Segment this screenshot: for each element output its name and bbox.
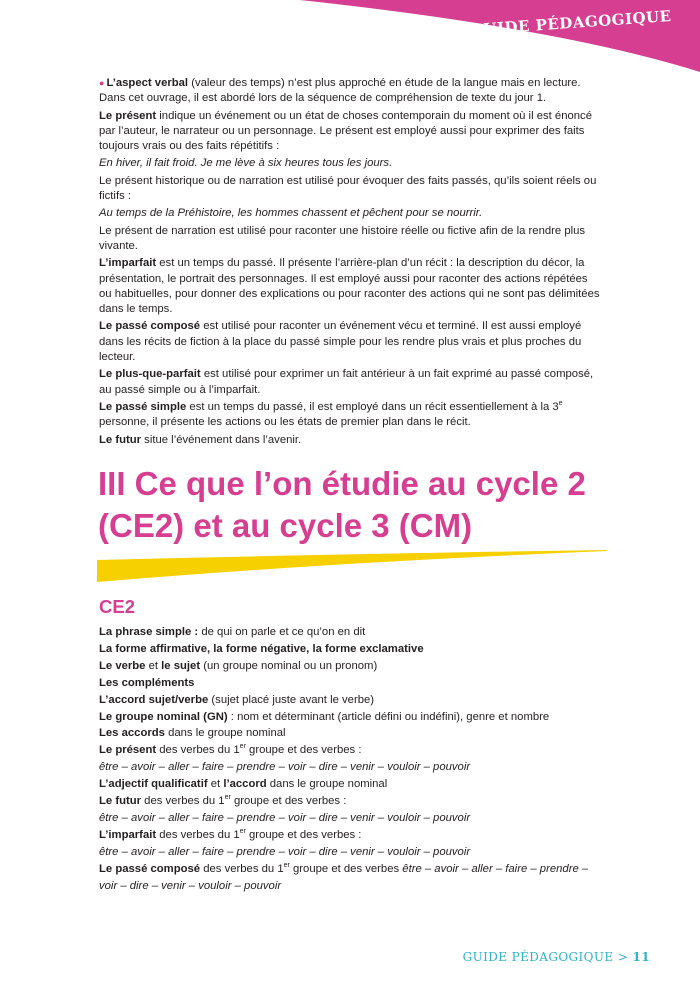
list-item: La phrase simple : de qui on parle et ce qu’on en dit <box>99 626 366 638</box>
verb-list: être – avoir – aller – faire – prendre – voir – dire – venir – vouloir – pouvoir <box>99 845 471 858</box>
verb-tenses-text <box>99 76 603 450</box>
list-item: L’adjectif qualificatif et l’accord dans le groupe nominal <box>99 778 388 791</box>
yellow-divider <box>97 550 607 582</box>
paragraph-plus-que-parfait: Le plus-que-parfait est utilisé pour exprimer un fait antérieur à un fait exprimé au passé composé, au passé simple ou à l’imparfait. <box>99 368 594 396</box>
list-item: Les accords dans le groupe nominal <box>99 727 286 740</box>
verb-list: être – avoir – aller – faire – prendre – voir – dire – venir – vouloir – pouvoir <box>99 761 471 774</box>
paragraph-present: Le présent indique un événement ou un état de choses contemporain du moment où il est énoncé par l’auteur, le narrateur ou un personnage. Le présent est employé aussi pour exprimer des faits toujours vrais ou des faits répétitifs : <box>99 109 592 153</box>
page-footer <box>463 950 650 964</box>
paragraph-futur: Le futur situe l’événement dans l’avenir. <box>99 433 302 446</box>
banner-title: GUIDE PÉDAGOGIQUE <box>469 6 673 40</box>
list-item: Le verbe et le sujet (un groupe nominal ou un pronom) <box>99 659 378 672</box>
example-prehistoire: Au temps de la Préhistoire, les hommes chassent et pêchent pour se nourrir. <box>99 207 483 220</box>
list-item: Les compléments <box>99 676 195 689</box>
list-item: Le futur des verbes du 1er groupe et des verbes : <box>99 794 347 808</box>
example-present: En hiver, il fait froid. Je me lève à six heures tous les jours. <box>99 157 393 170</box>
section-heading: III Ce que l’on étudie au cycle 2 (CE2) et au cycle 3 (CM) <box>98 465 586 544</box>
list-item: L’accord sujet/verbe (sujet placé juste avant le verbe) <box>99 693 375 706</box>
footer-separator: > <box>613 950 633 964</box>
bullet-icon: ● <box>99 78 105 88</box>
list-item: La forme affirmative, la forme négative, la forme exclamative <box>99 642 424 655</box>
verb-list: être – avoir – aller – faire – prendre – voir – dire – venir – vouloir – pouvoir <box>99 811 471 824</box>
paragraph-passe-compose: Le passé composé est utilisé pour raconter un événement vécu et terminé. Il est aussi employé dans les récits de fiction à la place du passé simple pour les rendre plus vrais et plus proches du lecteur. <box>99 320 582 364</box>
list-item: Le présent des verbes du 1er groupe et des verbes : <box>99 743 362 757</box>
ce2-list <box>99 624 609 895</box>
list-item: L’imparfait des verbes du 1er groupe et des verbes : <box>99 828 362 841</box>
paragraph-imparfait: L’imparfait est un temps du passé. Il présente l’arrière-plan d’un récit : la description du décor, la présentation, le portrait des personnages. Il est employé aussi pour raconter des actions répétées ou habituelles, pour donner des explications ou pour raconter des actions qui ne sont pas délimitées dans le temps. <box>99 257 600 316</box>
paragraph-passe-simple: Le passé simple est un temps du passé, il est employé dans un récit essentiellement à la 3e personne, il présente les actions ou les états de premier plan dans le récit. <box>99 400 563 429</box>
paragraph-aspect: ● L’aspect verbal (valeur des temps) n’est plus approché en étude de la langue mais en lecture. Dans cet ouvrage, il est abordé lors de la séquence de compréhension de texte du jour 1. <box>99 77 581 105</box>
paragraph-present-historique: Le présent historique ou de narration est utilisé pour évoquer des faits passés, qu’ils soient réels ou fictifs : <box>99 174 597 203</box>
list-item: Le groupe nominal (GN) : nom et déterminant (article défini ou indéfini), genre et nombre <box>99 710 550 723</box>
list-item: Le passé composé des verbes du 1er groupe et des verbes être – avoir – aller – faire – prendre – voir – dire – venir – vouloir – pouvoir <box>99 861 589 892</box>
page-number: 11 <box>632 950 650 964</box>
paragraph-present-narration: Le présent de narration est utilisé pour raconter une histoire réelle ou fictive afin de la rendre plus vivante. <box>99 224 586 252</box>
ce2-heading: CE2 <box>99 596 135 617</box>
footer-label: GUIDE PÉDAGOGIQUE <box>462 950 614 964</box>
